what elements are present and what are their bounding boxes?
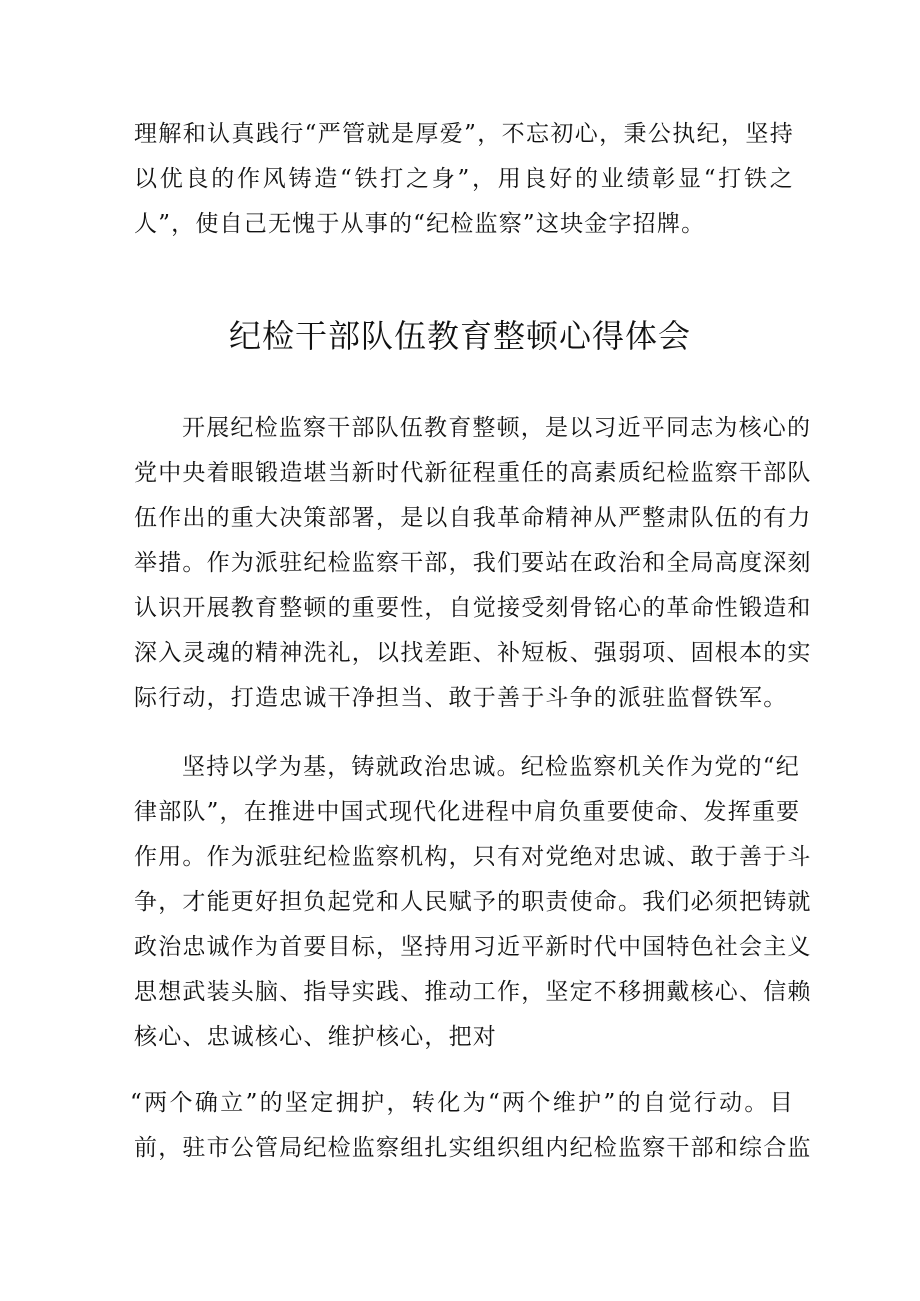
intro-line-2: 以优良的作风铸造“铁打之身”，用良好的业绩彰显“打铁之	[134, 166, 794, 192]
p2-line-2: 律部队”，在推进中国式现代化进程中肩负重要使命、发挥重要	[134, 799, 801, 825]
p1-line-7: 际行动，打造忠诚干净担当、敢于善于斗争的派驻监督铁军。	[134, 685, 788, 711]
p1-line-5: 认识开展教育整顿的重要性，自觉接受刻骨铭心的革命性锻造和	[134, 595, 812, 621]
p2-line-9: 前，驻市公管局纪检监察组扎实组织组内纪检监察干部和综合监	[134, 1135, 812, 1161]
document-title: 纪检干部队伍教育整顿心得体会	[228, 317, 691, 355]
p2-line-5: 政治忠诚作为首要目标，坚持用习近平新时代中国特色社会主义	[134, 934, 812, 960]
p2-line-3: 作用。作为派驻纪检监察机构，只有对党绝对忠诚、敢于善于斗	[134, 844, 812, 870]
p1-line-6: 深入灵魂的精神洗礼，以找差距、补短板、强弱项、固根本的实	[134, 640, 812, 666]
p1-line-4: 举措。作为派驻纪检监察干部，我们要站在政治和全局高度深刻	[134, 550, 812, 576]
p1-line-2: 党中央着眼锻造堪当新时代新征程重任的高素质纪检监察干部队	[134, 460, 812, 486]
p2-line-1: 坚持以学为基，铸就政治忠诚。纪检监察机关作为党的“纪	[182, 754, 800, 780]
intro-line-1: 理解和认真践行“严管就是厚爱”，不忘初心，秉公执纪，坚持	[134, 121, 794, 147]
p2-line-7: 核心、忠诚核心、维护核心，把对	[134, 1024, 497, 1050]
p1-line-1: 开展纪检监察干部队伍教育整顿，是以习近平同志为核心的	[182, 415, 812, 441]
intro-line-3: 人”，使自己无愧于从事的“纪检监察”这块金字招牌。	[134, 211, 706, 237]
p2-line-4: 争，才能更好担负起党和人民赋予的职责使命。我们必须把铸就	[134, 889, 812, 915]
p2-line-6: 思想武装头脑、指导实践、推动工作，坚定不移拥戴核心、信赖	[134, 979, 812, 1005]
p2-line-8: “两个确立”的坚定拥护，转化为“两个维护”的自觉行动。目	[130, 1090, 794, 1116]
p1-line-3: 伍作出的重大决策部署，是以自我革命精神从严整肃队伍的有力	[134, 505, 812, 531]
